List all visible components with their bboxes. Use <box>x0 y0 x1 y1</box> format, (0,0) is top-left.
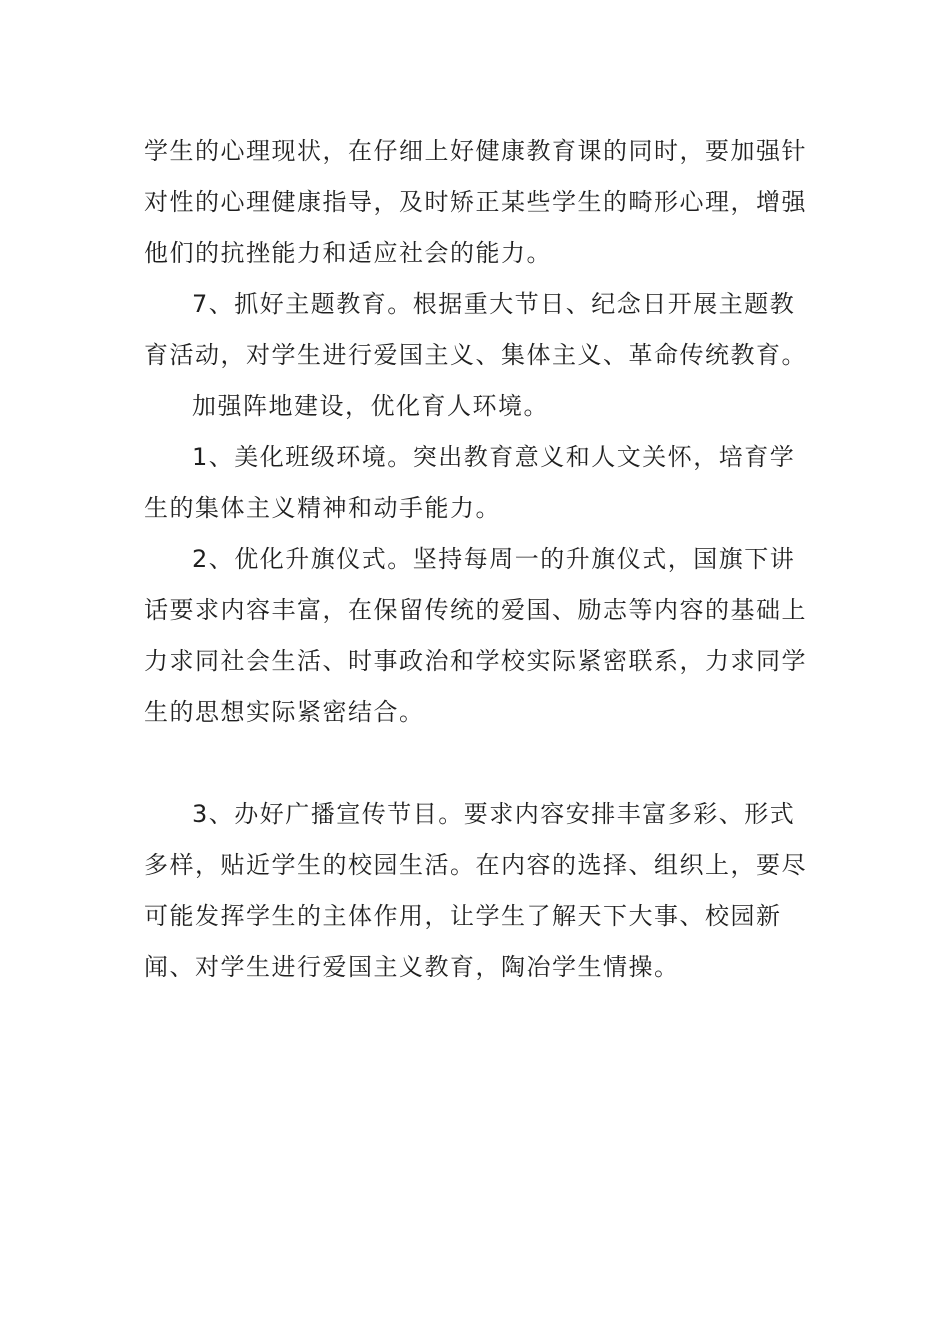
paragraph-broadcast-program: 3、办好广播宣传节目。要求内容安排丰富多彩、形式多样，贴近学生的校园生活。在内容的选择、组织上，要尽可能发挥学生的主体作用，让学生了解天下大事、校园新闻、对学生进行爱国主义教育，陶冶学生情操。 <box>144 800 807 981</box>
paragraph-position-building: 加强阵地建设，优化育人环境。 <box>192 392 549 420</box>
paragraph-theme-education: 7、抓好主题教育。根据重大节日、纪念日开展主题教育活动，对学生进行爱国主义、集体主义、革命传统教育。 <box>144 290 807 369</box>
blank-line <box>144 738 809 789</box>
paragraph-flag-ceremony: 2、优化升旗仪式。坚持每周一的升旗仪式，国旗下讲话要求内容丰富，在保留传统的爱国、励志等内容的基础上力求同社会生活、时事政治和学校实际紧密联系，力求同学生的思想实际紧密结合。 <box>144 545 807 726</box>
paragraph-class-environment: 1、美化班级环境。突出教育意义和人文关怀，培育学生的集体主义精神和动手能力。 <box>144 443 796 522</box>
paragraph-mental-health-continued: 学生的心理现状，在仔细上好健康教育课的同时，要加强针对性的心理健康指导，及时矫正某些学生的畸形心理，增强他们的抗挫能力和适应社会的能力。 <box>144 137 807 267</box>
document-body <box>144 126 809 993</box>
